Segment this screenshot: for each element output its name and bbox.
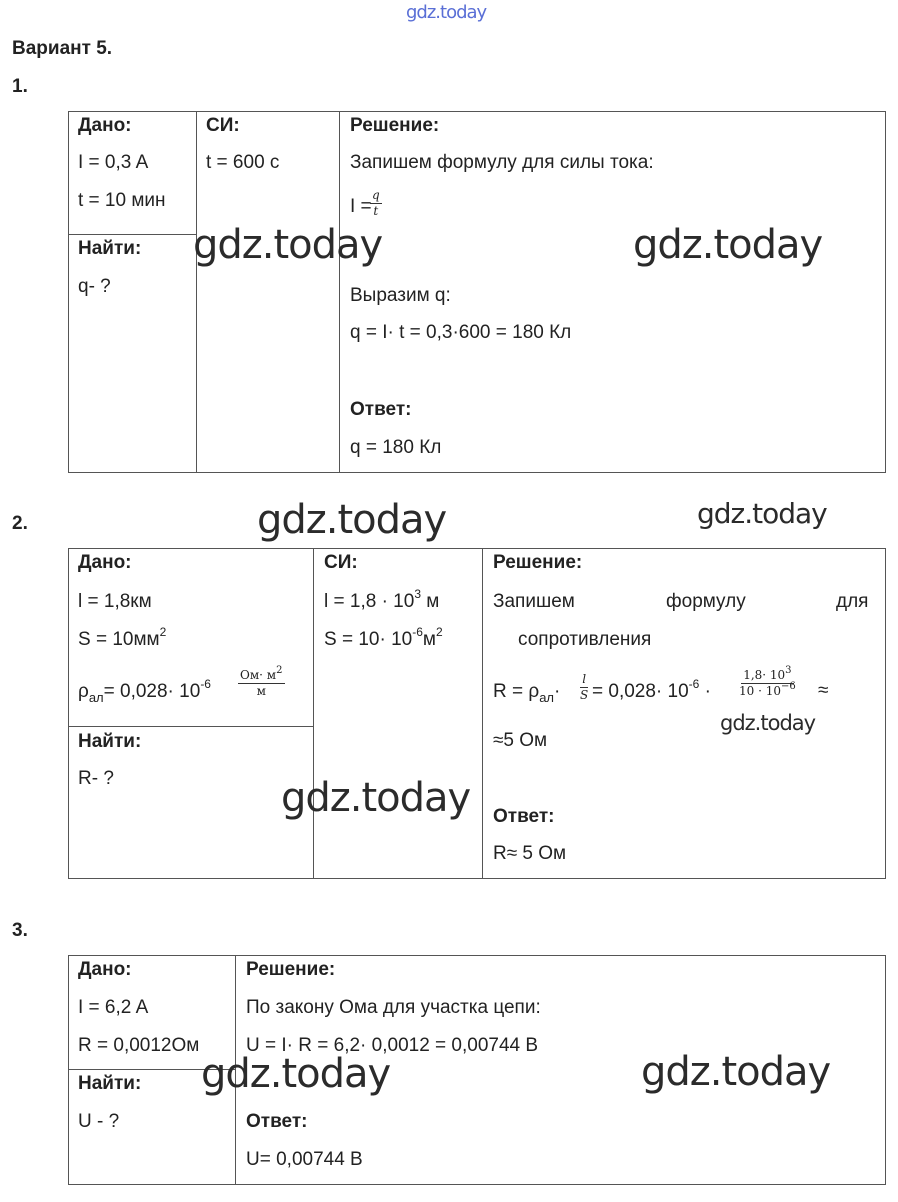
p2-formula-fraction-ls: $\frac{l}{S}$ <box>580 672 589 702</box>
watermark: gdz.today <box>257 497 447 543</box>
p1-answer: q = 180 Кл <box>350 437 442 458</box>
p2-given-header: Дано: <box>78 552 132 573</box>
watermark: gdz.today <box>720 711 816 735</box>
watermark: gdz.today <box>193 222 383 268</box>
p1-given-current: I = 0,3 A <box>78 152 149 173</box>
p1-answer-header: Ответ: <box>350 399 412 420</box>
p2-given-resistivity: $\rho_{ал}= 0,028\cdot 10^{-6}$ <box>78 677 211 705</box>
problem-3-number: 3. <box>12 920 28 941</box>
p2-si-length: $l = 1,8 \cdot 10^3$ м <box>324 587 440 612</box>
p1-find: q- ? <box>78 276 111 297</box>
p2-formula-approx: ≈ <box>818 680 829 701</box>
watermark: gdz.today <box>641 1049 831 1095</box>
p2-result: ≈5 Ом <box>493 730 548 751</box>
watermark: gdz.today <box>697 497 827 530</box>
p1-formula-lhs: I = <box>350 196 372 217</box>
p1-express: Выразим q: <box>350 285 451 306</box>
p3-given-current: I = 6,2 A <box>78 997 149 1018</box>
p1-calc: q = I· t = 0,3·600 = 180 Кл <box>350 322 572 343</box>
p3-find-header: Найти: <box>78 1073 142 1094</box>
p2-solution-header: Решение: <box>493 552 583 573</box>
p3-given-resistance: R = 0,0012Ом <box>78 1035 200 1056</box>
p2-given-length: l = 1,8км <box>78 591 152 612</box>
p1-formula-fraction <box>370 188 382 219</box>
p3-find: U - ? <box>78 1111 120 1132</box>
problem-1-number: 1. <box>12 76 28 97</box>
watermark: gdz.today <box>281 775 471 821</box>
p1-formula-num: q <box>372 188 380 202</box>
p2-answer-header: Ответ: <box>493 806 555 827</box>
p3-answer: U= 0,00744 В <box>246 1149 363 1170</box>
watermark: gdz.today <box>633 222 823 268</box>
p3-given-header: Дано: <box>78 959 132 980</box>
p2-answer: R≈ 5 Ом <box>493 843 567 864</box>
p1-si-header: СИ: <box>206 115 240 136</box>
top-watermark: gdz.today <box>406 2 487 23</box>
p1-given-time: t = 10 мин <box>78 190 166 211</box>
p2-formula-mid: = $0,028\cdot 10^{-6}$ · <box>592 677 711 702</box>
p3-solution-intro: По закону Ома для участка цепи: <box>246 997 541 1018</box>
p3-answer-header: Ответ: <box>246 1111 308 1132</box>
problem-2-number: 2. <box>12 513 28 534</box>
p2-given-unit-fraction: $Ом\cdot м^2$ м <box>240 665 283 698</box>
p1-solution-intro: Запишем формулу для силы тока: <box>350 152 654 173</box>
p1-given-header: Дано: <box>78 115 132 136</box>
p2-formula-r: $R = \rho_{ал}\cdot$ <box>493 681 561 705</box>
watermark: gdz.today <box>201 1051 391 1097</box>
p2-solution-line2: сопротивления <box>518 629 652 650</box>
p2-given-area: $S = 10мм^2$ <box>78 625 167 650</box>
p2-solution-word1: Запишем <box>493 591 575 612</box>
p1-find-header: Найти: <box>78 238 142 259</box>
p2-si-area: $S = 10\cdot 10^{-6}м^2$ <box>324 625 443 650</box>
p3-calc: U = I· R = 6,2· 0,0012 = 0,00744 В <box>246 1035 539 1056</box>
p2-solution-word2: формулу <box>666 591 746 612</box>
p2-find: R- ? <box>78 768 114 789</box>
p2-si-header: СИ: <box>324 552 358 573</box>
p2-find-header: Найти: <box>78 731 142 752</box>
variant-title: Вариант 5. <box>12 38 113 59</box>
p1-si-time: t = 600 с <box>206 152 280 173</box>
p2-formula-fraction-values: $\frac{1,8\cdot 10^3}{10 \cdot 10^{-6}}$ <box>739 665 796 698</box>
p1-solution-header: Решение: <box>350 115 440 136</box>
p2-solution-word3: для <box>836 591 869 612</box>
p3-solution-header: Решение: <box>246 959 336 980</box>
p1-formula-den: t <box>373 204 379 218</box>
